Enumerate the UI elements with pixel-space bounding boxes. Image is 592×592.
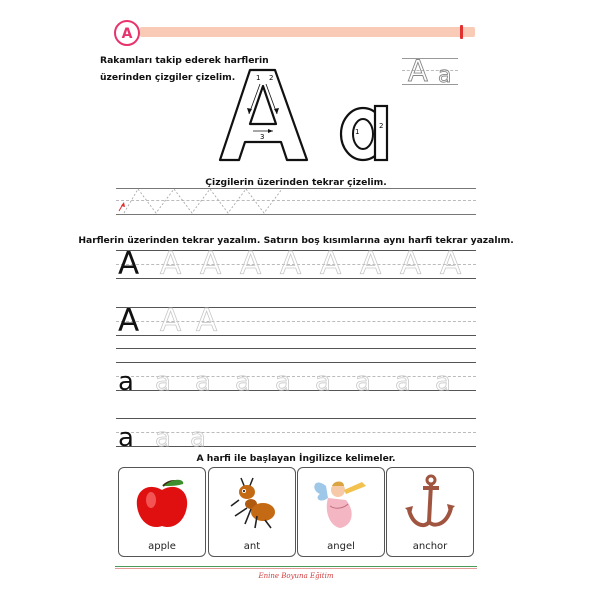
trace-letter: a — [235, 367, 251, 397]
trace-letter: a — [190, 423, 206, 453]
instruction-trace-numbers: Rakamları takip ederek harflerin üzerinden çizgiler çizelim. — [100, 55, 269, 83]
svg-text:3: 3 — [260, 133, 265, 141]
trace-letter: a — [355, 367, 371, 397]
zigzag-trace-path — [116, 186, 291, 216]
word-card-ant — [208, 467, 296, 557]
trace-letter: A — [196, 303, 218, 339]
trace-letter: A — [360, 246, 382, 282]
svg-text:1: 1 — [355, 128, 360, 136]
letter-a-logo-icon — [114, 20, 140, 46]
trace-letter: a — [155, 367, 171, 397]
header-tick-mark — [460, 25, 463, 39]
svg-text:A: A — [121, 26, 133, 42]
trace-letter: A — [280, 246, 302, 282]
svg-text:1: 1 — [256, 74, 261, 82]
word-label: ant — [243, 541, 261, 552]
trace-letter: A — [400, 246, 422, 282]
svg-text:2: 2 — [379, 122, 384, 130]
word-label: anchor — [412, 541, 448, 552]
word-label: angel — [327, 541, 355, 552]
ant-icon — [217, 472, 287, 532]
model-letter: A — [118, 303, 140, 339]
word-label: apple — [148, 541, 176, 552]
trace-letter: A — [320, 246, 342, 282]
trace-letter: A — [160, 303, 182, 339]
instruction-write-letters: Harflerin üzerinden tekrar yazalım. Satırın boş kısımlarına aynı harfi tekrar yazalım. — [78, 235, 514, 246]
sample-lower-letter: a — [438, 63, 452, 88]
trace-letter: a — [155, 423, 171, 453]
trace-letter: a — [275, 367, 291, 397]
model-letter: A — [118, 246, 140, 282]
word-card-angel — [297, 467, 385, 557]
trace-letter: a — [315, 367, 331, 397]
footer-line-green — [115, 566, 477, 567]
apple-icon — [127, 472, 197, 532]
trace-letter: A — [160, 246, 182, 282]
trace-letter: A — [240, 246, 262, 282]
instruction-trace-lines: Çizgilerin üzerinden tekrar çizelim. — [205, 177, 387, 188]
big-letter-tracing — [215, 62, 400, 170]
instruction-english-words: A harfi ile başlayan İngilizce kelimeler. — [196, 453, 396, 464]
footer-brand: Enine Boyuna Eğitim — [258, 572, 334, 580]
header-bar — [140, 27, 475, 37]
angel-icon — [306, 472, 376, 532]
trace-letter: A — [200, 246, 222, 282]
sample-upper-letter: A — [408, 54, 428, 88]
anchor-icon — [395, 472, 465, 532]
trace-letter: a — [195, 367, 211, 397]
trace-letter: a — [435, 367, 451, 397]
svg-text:2: 2 — [269, 74, 274, 82]
trace-letter: a — [395, 367, 411, 397]
model-letter: a — [118, 367, 134, 397]
word-card-anchor — [386, 467, 474, 557]
word-card-apple — [118, 467, 206, 557]
model-letter: a — [118, 423, 134, 453]
footer-line-pink — [115, 568, 477, 569]
trace-letter: A — [440, 246, 462, 282]
